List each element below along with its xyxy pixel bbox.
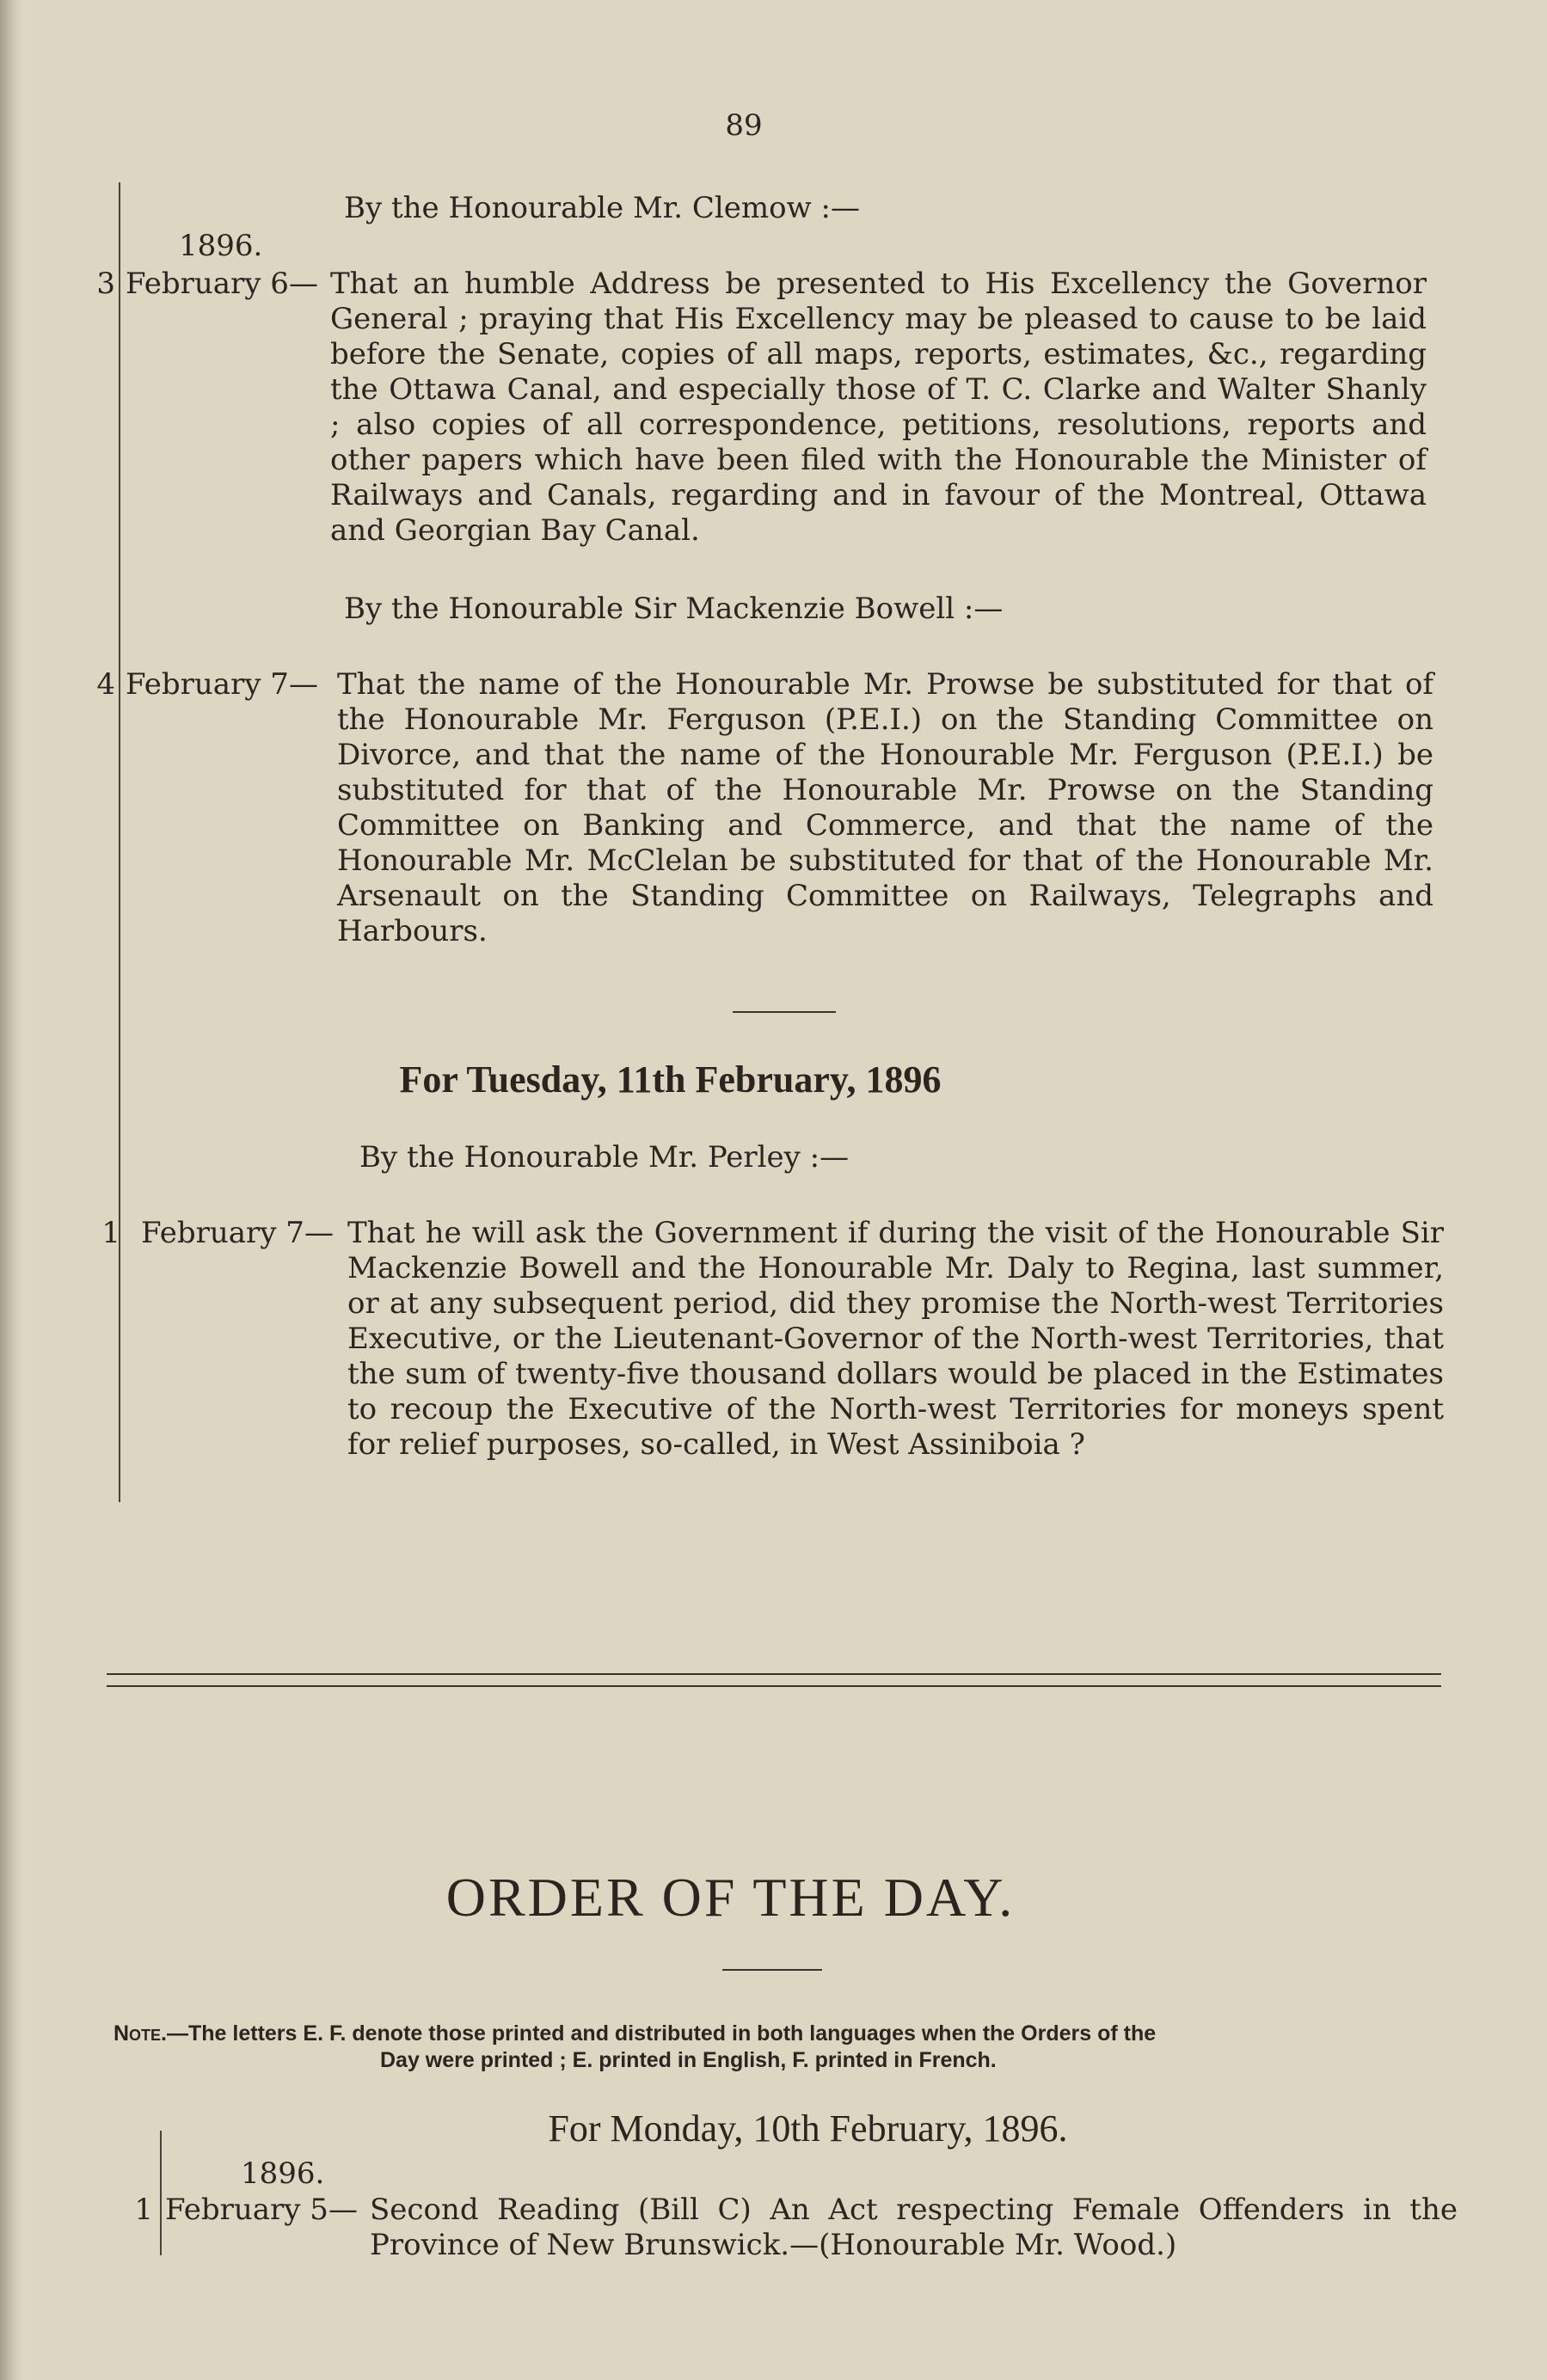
- margin-rule-upper: [119, 182, 120, 1502]
- notice-number: 3: [96, 267, 115, 301]
- notice-date: February 7—: [141, 1216, 334, 1250]
- notice-text-body: That he will ask the Government if during the visit of the Honourable Sir Mackenzie Bowell and the Honourable Mr. Daly to Regina, last summer, or at any subsequent period, did they promise the North-west Territories Executive, or the Lieutenant-Governor of the North-west Territories, that the sum of twenty-five thousand dollars would be placed in the Estimates to recoup the Executive of the North-west Territories for moneys spent for relief purposes, so-called, in West Assiniboia ?: [347, 1216, 1444, 1462]
- note-line-1: —The letters E. F. denote those printed and distributed in both languages when the Orders of the: [167, 2021, 1157, 2046]
- notice-text: [337, 667, 1433, 949]
- notice-number: 1: [101, 1216, 120, 1250]
- order-date: February 5—: [165, 2193, 358, 2227]
- notice-text-body: That the name of the Honourable Mr. Prowse be substituted for that of the Honourable Mr. Ferguson (P.E.I.) on the Standing Committee on Divorce, and that the name of the Honourable Mr. Ferguson (P.E.I.) be substituted for that of the Honourable Mr. Prowse on the Standing Committee on Banking and Commerce, and that the name of the Honourable Mr. McClelan be substituted for that of the Honourable Mr. Arsenault on the Standing Committee on Railways, Telegraphs and Harbours.: [337, 667, 1433, 948]
- order-of-the-day-title: ORDER OF THE DAY.: [445, 1867, 1016, 1928]
- double-rule-bottom: [107, 1685, 1441, 1687]
- title-separator: [722, 1969, 822, 1971]
- order-text-body: Second Reading (Bill C) An Act respecting Female Offenders in the Province of New Brunswick.—(Honourable Mr. Wood.): [370, 2193, 1458, 2262]
- note-label: Note.: [114, 2021, 168, 2046]
- order-number: 1: [134, 2193, 153, 2227]
- note-line-2: Day were printed ; E. printed in English, F. printed in French.: [380, 2048, 997, 2072]
- notice-date: February 7—: [126, 667, 318, 702]
- notice-text: [330, 267, 1427, 549]
- notice-mover: By the Honourable Mr. Clemow :—: [344, 191, 860, 225]
- notice-date: February 6—: [126, 267, 318, 301]
- notice-mover: By the Honourable Sir Mackenzie Bowell :—: [344, 592, 1004, 626]
- notice-number: 4: [96, 667, 115, 702]
- section-heading-tuesday: For Tuesday, 11th February, 1896: [399, 1058, 942, 1101]
- notice-mover: By the Honourable Mr. Perley :—: [359, 1140, 850, 1175]
- section-heading-monday: [34, 2107, 1547, 2150]
- page-edge-shadow: [0, 0, 22, 2380]
- double-rule-top: [107, 1673, 1441, 1675]
- order-text: [370, 2193, 1458, 2263]
- notice-text-body: That an humble Address be presented to His Excellency the Governor General ; praying that His Excellency may be pleased to cause to be laid before the Senate, copies of all maps, reports, estimates, &c., regarding the Ottawa Canal, and especially those of T. C. Clarke and Walter Shanly ; also copies of all correspondence, petitions, resolutions, reports and other papers which have been filed with the Honourable the Minister of Railways and Canals, regarding and in favour of the Montreal, Ottawa and Georgian Bay Canal.: [330, 267, 1427, 548]
- section-separator: [733, 1011, 836, 1013]
- section-heading-monday-text: For Monday, 10th February, 1896.: [548, 2107, 1068, 2150]
- note-block: [114, 2021, 1451, 2074]
- order-year: 1896.: [241, 2156, 325, 2191]
- page-number: 89: [725, 108, 763, 143]
- notice-year: 1896.: [179, 229, 263, 263]
- notice-text: [347, 1216, 1444, 1463]
